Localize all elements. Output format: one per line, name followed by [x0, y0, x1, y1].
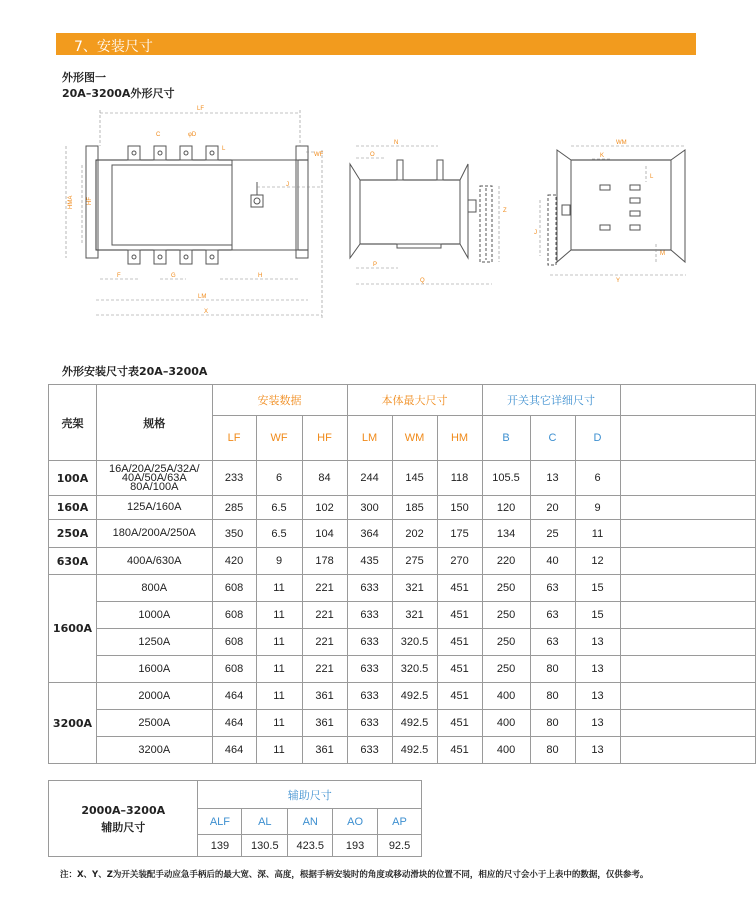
value-cell: 63 — [530, 575, 575, 602]
group-other-details: 开关其它详细尺寸 — [482, 385, 620, 416]
value-cell: 250 — [482, 656, 530, 683]
value-cell: 350 — [212, 520, 256, 548]
value-cell: 12 — [575, 548, 620, 575]
value-cell: 451 — [437, 737, 482, 764]
dim-label-wf: WF — [314, 152, 324, 158]
aux-col-al: AL — [242, 809, 288, 835]
value-cell: 11 — [256, 737, 302, 764]
dim-label-lm: LM — [198, 294, 207, 300]
value-cell: 423.5 — [288, 835, 333, 857]
outline-drawings — [0, 0, 756, 330]
value-cell: 608 — [212, 656, 256, 683]
dim-label-g: G — [171, 273, 176, 279]
value-cell: 464 — [212, 737, 256, 764]
value-cell: 13 — [530, 461, 575, 496]
value-cell: 130.5 — [242, 835, 288, 857]
dimension-table — [48, 384, 756, 764]
value-cell: 633 — [347, 602, 392, 629]
value-cell: 361 — [302, 737, 347, 764]
top-view-drawing — [548, 150, 685, 265]
value-cell: 464 — [212, 710, 256, 737]
value-cell: 300 — [347, 496, 392, 520]
value-cell: 451 — [437, 575, 482, 602]
value-cell: 321 — [392, 602, 437, 629]
aux-label-line1: 2000A–3200A — [81, 803, 166, 817]
value-cell: 451 — [437, 629, 482, 656]
front-view-dimensions — [66, 110, 322, 318]
empty-cell — [620, 602, 755, 629]
value-cell: 320.5 — [392, 656, 437, 683]
col-lm: LM — [347, 416, 392, 461]
footnote: 注：X、Y、Z为开关装配手动应急手柄后的最大宽、深、高度，根据手柄安装时的角度或移动滑块的位置不同，相应的尺寸会小于上表中的数据，仅供参考。 — [60, 870, 649, 880]
spec-cell: 2500A — [97, 710, 213, 737]
value-cell: 275 — [392, 548, 437, 575]
table-row — [49, 520, 756, 548]
value-cell: 233 — [212, 461, 256, 496]
col-lf: LF — [212, 416, 256, 461]
value-cell: 80 — [530, 683, 575, 710]
value-cell: 420 — [212, 548, 256, 575]
spec-cell: 16A/20A/25A/32A/ 40A/50A/63A 80A/100A — [97, 461, 213, 496]
table-row — [49, 683, 756, 710]
value-cell: 118 — [437, 461, 482, 496]
dim-label-p: P — [373, 262, 378, 268]
frame-cell: 1600A — [49, 575, 97, 683]
value-cell: 633 — [347, 710, 392, 737]
table-row — [49, 629, 756, 656]
aux-col-ap: AP — [378, 809, 422, 835]
value-cell: 80 — [530, 656, 575, 683]
spec-cell: 1600A — [97, 656, 213, 683]
value-cell: 633 — [347, 575, 392, 602]
value-cell: 178 — [302, 548, 347, 575]
dim-label-m: M — [660, 251, 665, 257]
value-cell: 84 — [302, 461, 347, 496]
dim-label-hma: HMA — [68, 195, 74, 209]
value-cell: 134 — [482, 520, 530, 548]
value-cell: 11 — [256, 656, 302, 683]
dim-label-n: N — [394, 140, 399, 146]
dim-label-lf: LF — [197, 106, 205, 112]
value-cell: 9 — [256, 548, 302, 575]
dim-label-wm: WM — [616, 140, 627, 146]
aux-dimension-table — [48, 780, 422, 857]
aux-group-header: 辅助尺寸 — [198, 781, 422, 809]
value-cell: 451 — [437, 710, 482, 737]
value-cell: 120 — [482, 496, 530, 520]
value-cell: 11 — [256, 602, 302, 629]
col-hf: HF — [302, 416, 347, 461]
value-cell: 608 — [212, 575, 256, 602]
dim-label-h: H — [258, 273, 263, 279]
value-cell: 364 — [347, 520, 392, 548]
value-cell: 13 — [575, 629, 620, 656]
dim-label-j2: J — [534, 230, 537, 236]
dim-label-phi-d: φD — [188, 132, 197, 138]
empty-cell — [620, 656, 755, 683]
value-cell: 492.5 — [392, 710, 437, 737]
empty-cell — [620, 575, 755, 602]
dim-label-k: K — [600, 153, 605, 159]
value-cell: 102 — [302, 496, 347, 520]
value-cell: 145 — [392, 461, 437, 496]
value-cell: 361 — [302, 683, 347, 710]
value-cell: 9 — [575, 496, 620, 520]
value-cell: 80 — [530, 737, 575, 764]
value-cell: 435 — [347, 548, 392, 575]
value-cell: 451 — [437, 602, 482, 629]
table-row — [49, 710, 756, 737]
value-cell: 400 — [482, 683, 530, 710]
dim-label-z: Z — [503, 208, 507, 214]
section-title: 7、安装尺寸 — [74, 39, 153, 55]
spec-cell: 2000A — [97, 683, 213, 710]
value-cell: 221 — [302, 602, 347, 629]
dim-label-c: C — [156, 132, 161, 138]
value-cell: 80 — [530, 710, 575, 737]
value-cell: 451 — [437, 683, 482, 710]
empty-cell — [620, 548, 755, 575]
value-cell: 63 — [530, 602, 575, 629]
col-d: D — [575, 416, 620, 461]
frame-cell: 3200A — [49, 683, 97, 764]
col-c: C — [530, 416, 575, 461]
figure-label: 外形图一 — [62, 71, 106, 84]
frame-cell: 100A — [49, 461, 97, 496]
table-row — [49, 461, 756, 496]
empty-cell — [620, 461, 755, 496]
table-row — [49, 575, 756, 602]
value-cell: 400 — [482, 710, 530, 737]
table-row — [49, 737, 756, 764]
value-cell: 270 — [437, 548, 482, 575]
dim-label-q: Q — [420, 278, 425, 284]
dim-label-f: F — [117, 273, 121, 279]
aux-label-line2: 辅助尺寸 — [101, 820, 146, 834]
frame-cell: 250A — [49, 520, 97, 548]
value-cell: 63 — [530, 629, 575, 656]
dim-label-y: Y — [616, 278, 621, 284]
dim-label-x: X — [204, 309, 209, 315]
value-cell: 633 — [347, 629, 392, 656]
spec-cell: 125A/160A — [97, 496, 213, 520]
value-cell: 20 — [530, 496, 575, 520]
value-cell: 221 — [302, 629, 347, 656]
group-install-data: 安装数据 — [212, 385, 347, 416]
spec-cell: 1000A — [97, 602, 213, 629]
value-cell: 285 — [212, 496, 256, 520]
table-row — [49, 656, 756, 683]
spec-cell: 3200A — [97, 737, 213, 764]
value-cell: 220 — [482, 548, 530, 575]
value-cell: 15 — [575, 602, 620, 629]
value-cell: 221 — [302, 656, 347, 683]
value-cell: 492.5 — [392, 737, 437, 764]
value-cell: 6 — [256, 461, 302, 496]
value-cell: 464 — [212, 683, 256, 710]
value-cell: 150 — [437, 496, 482, 520]
dim-label-l2: L — [650, 174, 654, 180]
value-cell: 6 — [575, 461, 620, 496]
value-cell: 11 — [256, 710, 302, 737]
table-row — [49, 602, 756, 629]
table-row — [49, 548, 756, 575]
value-cell: 6.5 — [256, 520, 302, 548]
value-cell: 250 — [482, 575, 530, 602]
empty-cell — [620, 416, 755, 461]
aux-col-alf: ALF — [198, 809, 242, 835]
value-cell: 633 — [347, 683, 392, 710]
col-wf: WF — [256, 416, 302, 461]
value-cell: 13 — [575, 656, 620, 683]
value-cell: 13 — [575, 710, 620, 737]
dim-label-j: J — [286, 182, 289, 188]
spec-cell: 180A/200A/250A — [97, 520, 213, 548]
value-cell: 400 — [482, 737, 530, 764]
value-cell: 13 — [575, 737, 620, 764]
empty-cell — [620, 683, 755, 710]
value-cell: 633 — [347, 656, 392, 683]
value-cell: 608 — [212, 602, 256, 629]
empty-cell — [620, 496, 755, 520]
table-row — [49, 496, 756, 520]
col-wm: WM — [392, 416, 437, 461]
value-cell: 492.5 — [392, 683, 437, 710]
value-cell: 361 — [302, 710, 347, 737]
value-cell: 185 — [392, 496, 437, 520]
value-cell: 11 — [256, 683, 302, 710]
value-cell: 175 — [437, 520, 482, 548]
frame-cell: 630A — [49, 548, 97, 575]
empty-cell — [620, 737, 755, 764]
table-title: 外形安装尺寸表20A–3200A — [62, 365, 208, 378]
empty-cell — [620, 385, 755, 416]
empty-cell — [620, 710, 755, 737]
value-cell: 321 — [392, 575, 437, 602]
frame-header: 壳架 — [49, 385, 97, 461]
value-cell: 250 — [482, 602, 530, 629]
dim-label-l: L — [222, 146, 226, 152]
value-cell: 193 — [333, 835, 378, 857]
aux-col-an: AN — [288, 809, 333, 835]
value-cell: 25 — [530, 520, 575, 548]
value-cell: 320.5 — [392, 629, 437, 656]
value-cell: 608 — [212, 629, 256, 656]
value-cell: 202 — [392, 520, 437, 548]
dim-label-hf: HF — [87, 197, 93, 205]
value-cell: 11 — [575, 520, 620, 548]
value-cell: 104 — [302, 520, 347, 548]
spec-cell: 400A/630A — [97, 548, 213, 575]
value-cell: 11 — [256, 629, 302, 656]
value-cell: 92.5 — [378, 835, 422, 857]
value-cell: 40 — [530, 548, 575, 575]
col-b: B — [482, 416, 530, 461]
value-cell: 13 — [575, 683, 620, 710]
empty-cell — [620, 520, 755, 548]
value-cell: 221 — [302, 575, 347, 602]
value-cell: 250 — [482, 629, 530, 656]
frame-cell: 160A — [49, 496, 97, 520]
value-cell: 244 — [347, 461, 392, 496]
value-cell: 633 — [347, 737, 392, 764]
value-cell: 105.5 — [482, 461, 530, 496]
dim-label-o: O — [370, 152, 375, 158]
spec-cell: 1250A — [97, 629, 213, 656]
value-cell: 11 — [256, 575, 302, 602]
spec-header: 规格 — [97, 385, 213, 461]
front-view-drawing — [86, 146, 308, 264]
empty-cell — [620, 629, 755, 656]
figure-subtitle: 20A–3200A外形尺寸 — [62, 87, 175, 100]
value-cell: 6.5 — [256, 496, 302, 520]
aux-label-cell — [49, 781, 198, 857]
spec-cell: 800A — [97, 575, 213, 602]
value-cell: 15 — [575, 575, 620, 602]
aux-col-ao: AO — [333, 809, 378, 835]
side-view-drawing — [350, 160, 492, 262]
col-hm: HM — [437, 416, 482, 461]
value-cell: 451 — [437, 656, 482, 683]
value-cell: 139 — [198, 835, 242, 857]
group-body-max-size: 本体最大尺寸 — [347, 385, 482, 416]
